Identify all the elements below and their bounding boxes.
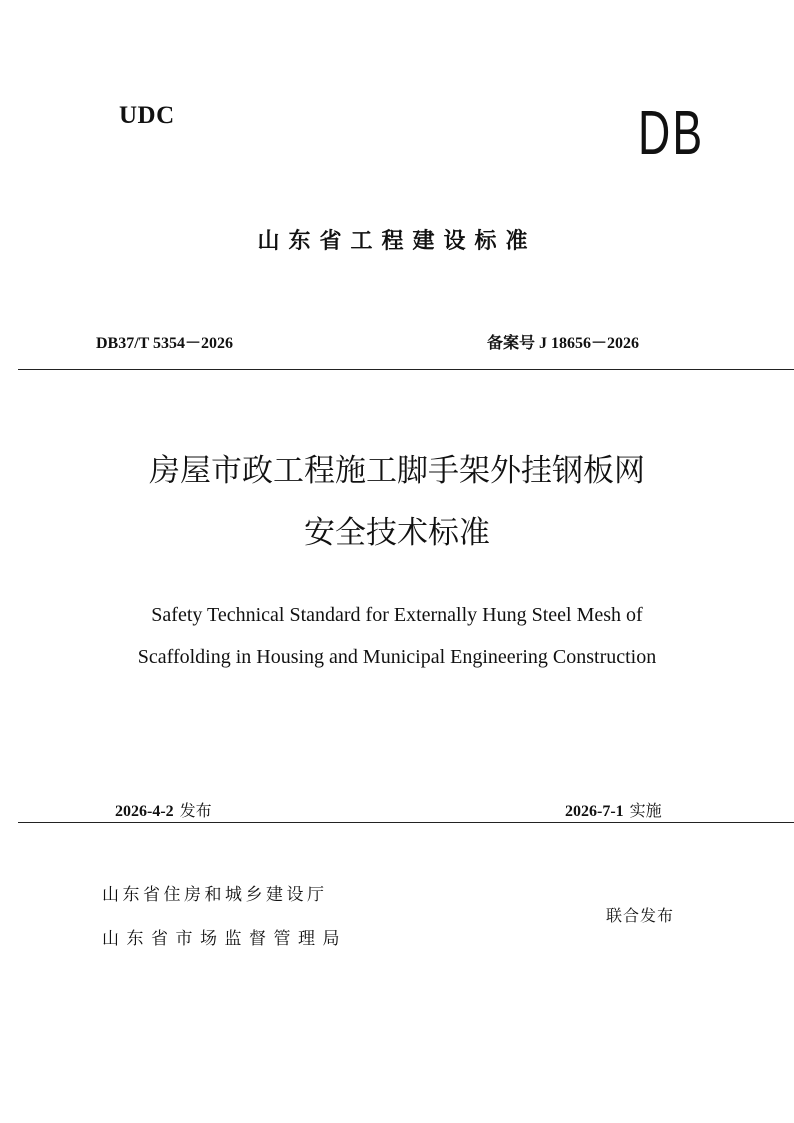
issuer-market-regulation: 山东省市场监督管理局: [102, 929, 347, 949]
issue-date: 2026-4-2: [115, 803, 174, 820]
implementation-label: 实施: [629, 801, 662, 820]
bottom-divider: [18, 822, 794, 823]
title-chinese-line-2: 安全技术标准: [304, 515, 490, 551]
db-standard-mark: DB: [638, 99, 705, 168]
standard-category-heading: 山东省工程建设标准: [257, 229, 537, 254]
implementation-date-block: [565, 798, 662, 821]
filing-number: 备案号 J 18656－2026: [487, 335, 640, 352]
title-english-line-1: Safety Technical Standard for Externally Hung Steel Mesh of: [151, 604, 643, 626]
issue-label: 发布: [179, 801, 212, 820]
udc-label: UDC: [119, 102, 175, 129]
implementation-date: 2026-7-1: [565, 803, 624, 820]
issuer-housing-department: 山东省住房和城乡建设厅: [102, 885, 328, 905]
title-chinese-line-1: 房屋市政工程施工脚手架外挂钢板网: [149, 453, 645, 489]
standard-number: DB37/T 5354－2026: [96, 335, 234, 352]
issue-date-block: [115, 798, 212, 821]
title-english-line-2: Scaffolding in Housing and Municipal Engineering Construction: [137, 646, 657, 668]
top-divider: [18, 369, 794, 370]
joint-issue-label: 联合发布: [606, 906, 675, 925]
